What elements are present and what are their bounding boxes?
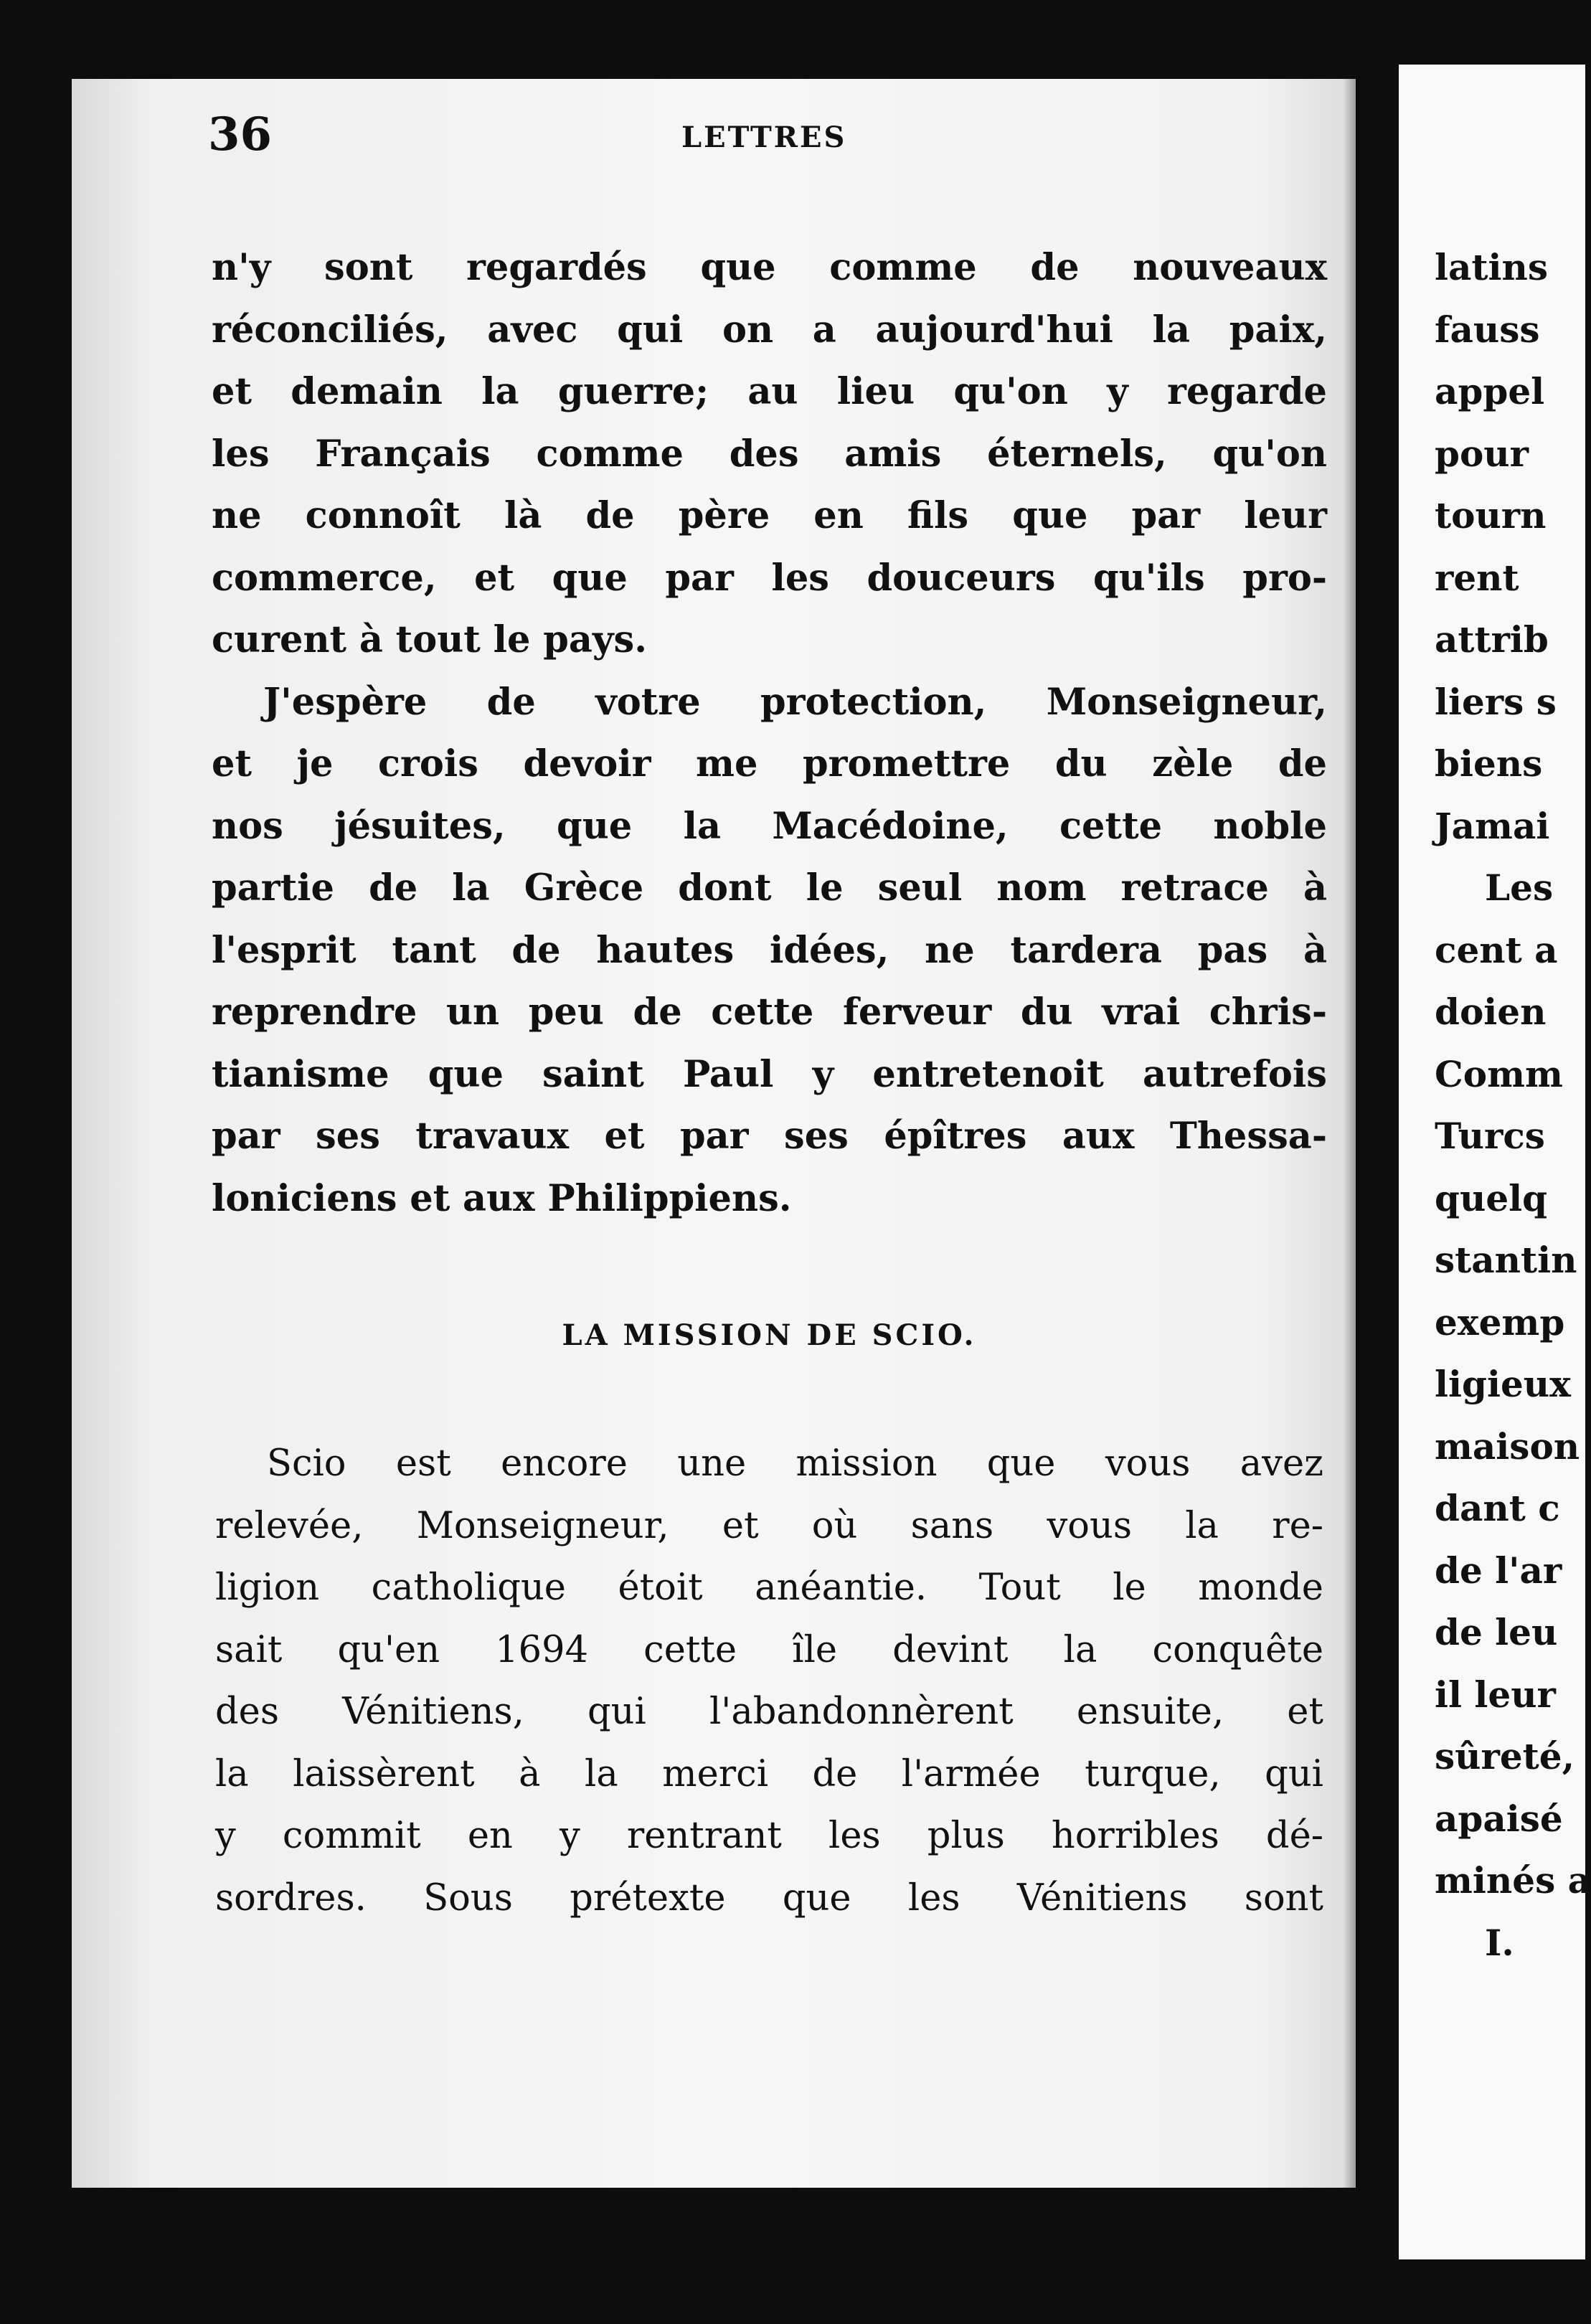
text-line: n'y sont regardés que comme de nouveaux [212, 246, 1327, 289]
text-line: par ses travaux et par ses épîtres aux Thessa- [212, 1115, 1327, 1158]
page-number: 36 [208, 108, 273, 161]
text-line: Scio est encore une mission que vous avez [267, 1442, 1323, 1485]
gutter-shadow [1343, 79, 1359, 2188]
text-line: ne connoît là de père en fils que par leur [212, 494, 1327, 537]
facing-line: stantin [1435, 1239, 1577, 1281]
text-line: tianisme que saint Paul y entretenoit autrefois [212, 1052, 1327, 1096]
text-line: réconciliés, avec qui on a aujourd'hui la paix, [212, 308, 1327, 351]
facing-line: maison [1435, 1425, 1580, 1468]
facing-line: doien [1435, 991, 1547, 1033]
text-line: la laissèrent à la merci de l'armée turque, qui [215, 1752, 1323, 1795]
text-line: y commit en y rentrant les plus horribles dé- [215, 1815, 1323, 1857]
facing-line: pour [1435, 432, 1529, 475]
text-line: curent à tout le pays. [212, 618, 647, 661]
facing-line: de leu [1435, 1611, 1558, 1653]
paragraph-1 [212, 237, 1327, 1229]
text-line: partie de la Grèce dont le seul nom retrace à [212, 866, 1327, 910]
text-line: loniciens et aux Philippiens. [212, 1176, 792, 1220]
running-title: LETTRES [681, 121, 847, 154]
facing-line: fauss [1435, 308, 1540, 351]
text-line: ligion catholique étoit anéantie. Tout le monde [215, 1567, 1323, 1609]
running-head [208, 108, 1327, 172]
text-line: nos jésuites, que la Macédoine, cette noble [212, 804, 1327, 848]
facing-line: minés a [1435, 1859, 1591, 1902]
facing-line: liers s [1435, 680, 1557, 723]
facing-line: attrib [1435, 618, 1549, 661]
facing-line: I. [1485, 1921, 1514, 1964]
facing-line: dant c [1435, 1487, 1560, 1529]
text-line: et je crois devoir me promettre du zèle de [212, 742, 1327, 785]
facing-line: biens [1435, 742, 1543, 785]
text-line: relevée, Monseigneur, et où sans vous la re- [215, 1504, 1323, 1547]
facing-line: Les [1485, 866, 1554, 909]
text-line: sordres. Sous prétexte que les Vénitiens sont [215, 1876, 1323, 1919]
text-line: J'espère de votre protection, Monseigneur, [263, 680, 1327, 724]
facing-line: latins [1435, 246, 1548, 288]
facing-line: apaisé [1435, 1797, 1563, 1840]
text-line: reprendre un peu de cette ferveur du vrai chris- [212, 991, 1327, 1034]
facing-line: il leur [1435, 1673, 1556, 1716]
facing-line: Comm [1435, 1052, 1563, 1095]
facing-line: Jamai [1435, 804, 1550, 847]
text-line: l'esprit tant de hautes idées, ne tardera pas à [212, 928, 1327, 972]
text-line: les Français comme des amis éternels, qu'on [212, 432, 1327, 476]
facing-line: tourn [1435, 494, 1547, 537]
facing-line: appel [1435, 370, 1545, 412]
facing-line: ligieux [1435, 1363, 1571, 1405]
text-line: des Vénitiens, qui l'abandonnèrent ensuite, et [215, 1691, 1323, 1733]
text-line: commerce, et que par les douceurs qu'ils pro- [212, 556, 1327, 600]
facing-line: cent a [1435, 928, 1558, 971]
facing-line: exemp [1435, 1300, 1565, 1343]
section-heading: LA MISSION DE SCIO. [562, 1318, 977, 1352]
facing-line: Turcs [1435, 1115, 1545, 1157]
facing-line: de l'ar [1435, 1549, 1562, 1592]
text-line: et demain la guerre; au lieu qu'on y regarde [212, 370, 1327, 413]
paragraph-2 [215, 1433, 1323, 1929]
facing-line: sûreté, [1435, 1735, 1575, 1777]
facing-line: rent [1435, 556, 1519, 599]
facing-page-text [1435, 237, 1591, 1974]
facing-line: quelq [1435, 1176, 1548, 1219]
text-line: sait qu'en 1694 cette île devint la conquête [215, 1628, 1323, 1671]
